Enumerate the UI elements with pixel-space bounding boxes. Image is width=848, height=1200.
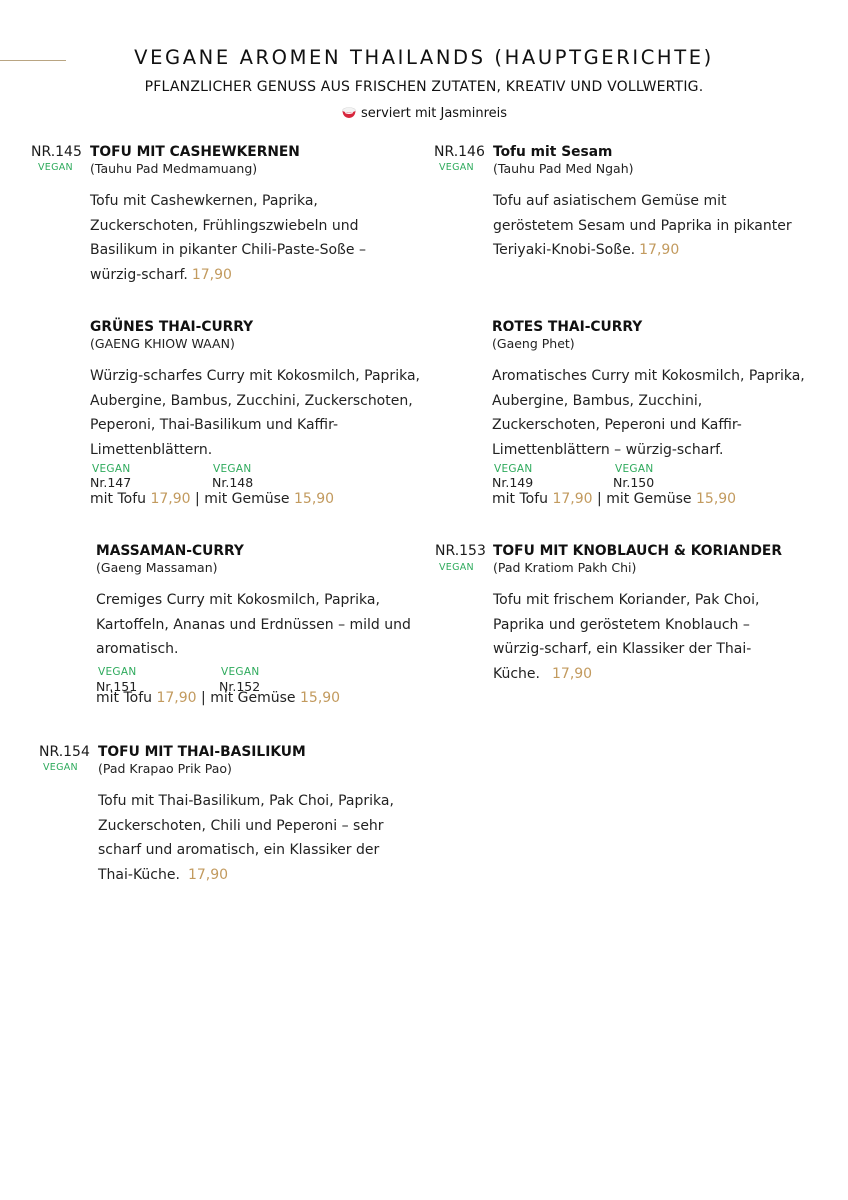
dish-name: TOFU MIT THAI-BASILIKUM [98, 744, 306, 760]
menu-item [90, 319, 420, 462]
page-subtitle: PFLANZLICHER GENUSS AUS FRISCHEN ZUTATEN, KREATIV UND VOLLWERTIG. [144, 79, 704, 95]
variant-prices: mit Tofu 17,90 | mit Gemüse 15,90 [90, 491, 335, 507]
description-text: Tofu mit frischem Koriander, Pak Choi, Paprika und geröstetem Knoblauch – würzig-scharf, ein Klassiker der Thai-Küche. [493, 592, 760, 682]
dish-thai-name: (Pad Kratiom Pakh Chi) [493, 560, 637, 575]
vegan-label: VEGAN [213, 463, 252, 475]
variant-price: 15,90 [294, 491, 335, 507]
dish-thai-name: (GAENG KHIOW WAAN) [90, 336, 235, 351]
variant-label: mit Gemüse [606, 491, 692, 507]
menu-item [493, 144, 793, 263]
dish-description: Cremiges Curry mit Kokosmilch, Paprika, Kartoffeln, Ananas und Erdnüssen – mild und aromatisch. [96, 592, 411, 657]
description-text: Tofu auf asiatischem Gemüse mit geröstetem Sesam und Paprika in pikanter Teriyaki-Knobi-Soße. [493, 193, 792, 258]
dish-price: 17,90 [191, 266, 232, 283]
rice-note-text: serviert mit Jasminreis [360, 106, 508, 121]
dish-price: 17,90 [639, 242, 680, 258]
dish-thai-name: (Gaeng Phet) [492, 336, 575, 351]
dish-price: 17,90 [187, 866, 229, 883]
variant-price: 15,90 [696, 491, 737, 507]
dish-thai-name: (Gaeng Massaman) [96, 560, 218, 575]
variant-label: mit Tofu [90, 491, 147, 507]
vegan-label: VEGAN [43, 762, 78, 773]
dish-description: Würzig-scharfes Curry mit Kokosmilch, Paprika, Aubergine, Bambus, Zucchini, Zuckerschoten, Peperoni, Thai-Basilikum und Kaffir-Limettenblättern. [90, 368, 420, 458]
dish-name: MASSAMAN-CURRY [96, 543, 244, 559]
vegan-label: VEGAN [38, 162, 73, 173]
dish-name: Tofu mit Sesam [493, 144, 613, 160]
vegan-label: VEGAN [92, 463, 131, 475]
description-text: Tofu mit Thai-Basilikum, Pak Choi, Paprika, Zuckerschoten, Chili und Peperoni – sehr scharf und aromatisch, ein Klassiker der Thai-Küche. [98, 793, 394, 883]
menu-item [492, 319, 812, 462]
variant-prices: mit Tofu 17,90 | mit Gemüse 15,90 [96, 690, 341, 706]
dish-number: NR.153 [435, 543, 486, 559]
dish-description [493, 588, 803, 686]
variant-number: Nr.150 [613, 475, 655, 490]
variant-price: 17,90 [156, 690, 197, 706]
variant-number: Nr.151 [96, 679, 138, 694]
variant-price: 17,90 [150, 491, 191, 507]
dish-description [90, 189, 420, 287]
dish-name: TOFU MIT CASHEWKERNEN [90, 144, 300, 160]
page-title: VEGANE AROMEN THAILANDS (HAUPTGERICHTE) [134, 46, 714, 69]
variant-number: Nr.149 [492, 475, 534, 490]
variant-price: 17,90 [552, 491, 593, 507]
dish-name: TOFU MIT KNOBLAUCH & KORIANDER [493, 543, 782, 559]
dish-number: NR.146 [434, 144, 485, 160]
description-text: Tofu mit Cashewkernen, Paprika, Zuckerschoten, Frühlingszwiebeln und Basilikum in pikanter Chili-Paste-Soße – würzig-scharf. [90, 193, 366, 283]
menu-item [493, 543, 803, 686]
variant-price: 15,90 [300, 690, 341, 706]
dish-number: NR.145 [31, 144, 82, 160]
vegan-label: VEGAN [494, 463, 533, 475]
variant-number: Nr.147 [90, 475, 132, 490]
variant-label: mit Tofu [96, 690, 153, 706]
vegan-label: VEGAN [439, 562, 474, 573]
vegan-label: VEGAN [615, 463, 654, 475]
menu-item [96, 543, 426, 662]
dish-description [493, 189, 793, 263]
dish-thai-name: (Tauhu Pad Medmamuang) [90, 161, 258, 176]
dish-description [98, 789, 416, 887]
variant-label: mit Gemüse [210, 690, 296, 706]
rice-bowl-icon [341, 104, 357, 120]
variant-label: mit Gemüse [204, 491, 290, 507]
dish-price: 17,90 [552, 665, 593, 682]
variant-label: mit Tofu [492, 491, 549, 507]
vegan-label: VEGAN [221, 666, 260, 678]
dish-number: NR.154 [39, 744, 90, 760]
menu-item [90, 144, 420, 287]
vegan-label: VEGAN [98, 666, 137, 678]
dish-thai-name: (Tauhu Pad Med Ngah) [493, 161, 634, 176]
dish-name: GRÜNES THAI-CURRY [90, 319, 254, 335]
dish-description: Aromatisches Curry mit Kokosmilch, Paprika, Aubergine, Bambus, Zucchini, Zuckerschoten, Peperoni und Kaffir-Limettenblättern – würzig-scharf. [492, 368, 805, 458]
variant-prices: mit Tofu 17,90 | mit Gemüse 15,90 [492, 491, 737, 507]
variant-number: Nr.148 [212, 475, 254, 490]
rice-note [0, 104, 848, 121]
dish-name: ROTES THAI-CURRY [492, 319, 643, 335]
menu-item [98, 744, 416, 887]
dish-thai-name: (Pad Krapao Prik Pao) [98, 761, 232, 776]
vegan-label: VEGAN [439, 162, 474, 173]
variant-number: Nr.152 [219, 679, 261, 694]
